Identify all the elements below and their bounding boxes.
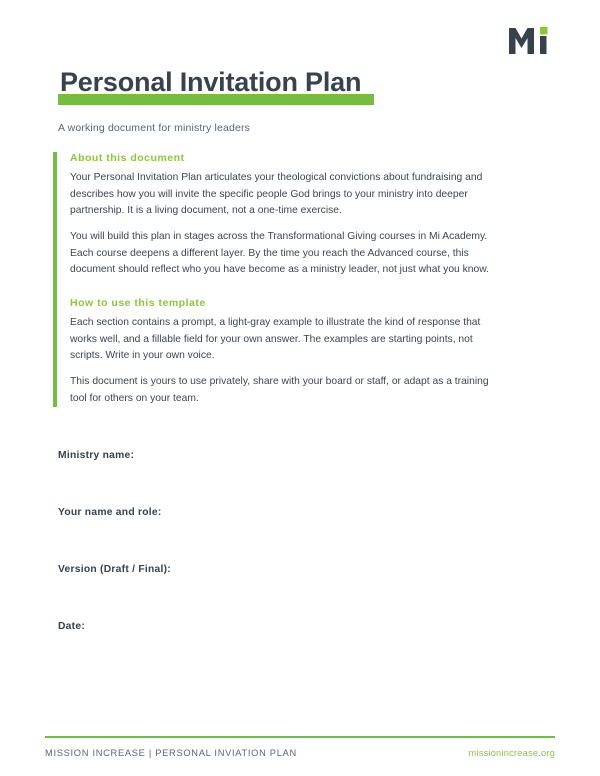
- page-footer: [45, 736, 555, 758]
- form-field-date: [58, 621, 518, 678]
- callout-section-about: [70, 152, 508, 279]
- form-label: Ministry name:: [58, 450, 135, 461]
- callout-paragraph: This document is yours to use privately, share with your board or staff, or adapt as a training tool for others on your team.: [70, 376, 489, 404]
- footer-row: [45, 748, 555, 758]
- mi-logo-mark: [509, 22, 555, 54]
- callout-paragraph: You will build this plan in stages across the Transformational Giving courses in Mi Academy. Each course deepens a different layer. By the time you reach the Advanced course, this document should reflect who you have become as a ministry leader, not just what you know.: [70, 231, 489, 276]
- footer-website-link[interactable]: missionincrease.org: [468, 748, 555, 758]
- title-block: [58, 68, 538, 100]
- callout-heading-about: About this document: [70, 152, 185, 164]
- footer-divider: [45, 736, 555, 738]
- form-field-version: [58, 564, 518, 621]
- your-name-and-role-input[interactable]: [58, 518, 518, 548]
- version-input[interactable]: [58, 575, 518, 605]
- intro-callout: [53, 152, 508, 407]
- footer-document-label: MISSION INCREASE | PERSONAL INVIATION PLAN: [45, 748, 297, 758]
- callout-paragraph: Each section contains a prompt, a light-gray example to illustrate the kind of response that works well, and a fillable field for your own answer. The examples are starting points, not scripts. Write in your own voice.: [70, 317, 481, 362]
- callout-paragraph: Your Personal Invitation Plan articulates your theological convictions about fundraising and describes how you will invite the specific people God brings to your ministry into deeper partnership. It is a living document, not a one-time exercise.: [70, 172, 483, 217]
- page-subtitle: A working document for ministry leaders: [58, 122, 251, 134]
- form-field-your-name-and-role: [58, 507, 518, 564]
- form-fields: [58, 450, 518, 678]
- form-label: Your name and role:: [58, 507, 162, 518]
- callout-section-how-to-use: [70, 297, 508, 407]
- callout-heading-how-to-use: How to use this template: [70, 297, 206, 310]
- form-label: Version (Draft / Final):: [58, 564, 171, 575]
- mi-logo: [509, 22, 555, 54]
- date-input[interactable]: [58, 632, 518, 662]
- page-title: Personal Invitation Plan: [60, 67, 362, 97]
- form-field-ministry-name: [58, 450, 518, 507]
- form-label: Date:: [58, 621, 85, 632]
- ministry-name-input[interactable]: [58, 461, 518, 491]
